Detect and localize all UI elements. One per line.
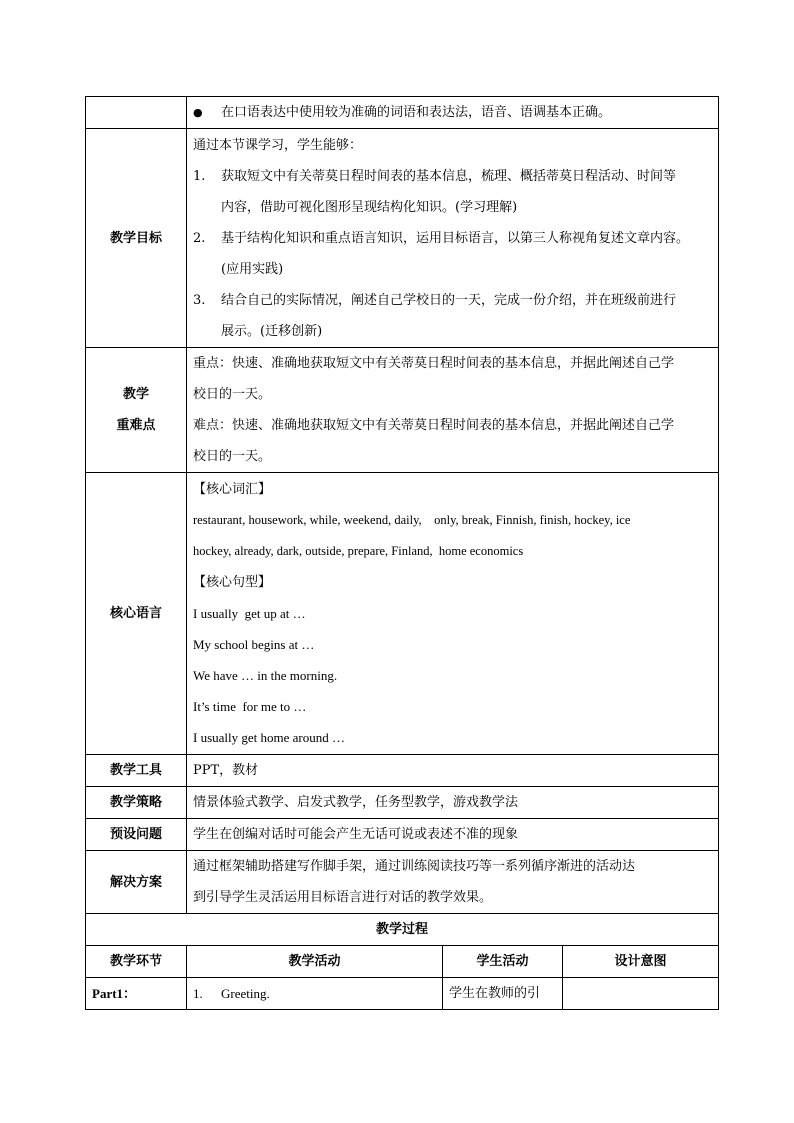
activity-text: Greeting. bbox=[221, 986, 270, 1001]
problems-text: 学生在创编对话时可能会产生无话可说或表述不准的现象 bbox=[193, 827, 519, 842]
strategy-label: 教学策略 bbox=[86, 787, 187, 819]
objective-text: 基于结构化知识和重点语言知识，运用目标语言，以第三人称视角复述文章内容。 bbox=[221, 230, 690, 246]
row-problems bbox=[86, 819, 719, 851]
strategy-text: 情景体验式教学、启发式教学，任务型教学，游戏教学法 bbox=[193, 795, 519, 810]
bullet-text: 在口语表达中使用较为准确的词语和表达法，语音、语调基本正确。 bbox=[221, 105, 612, 120]
objective-text: 结合自己的实际情况，阐述自己学校日的一天，完成一份介绍，并在班级前进行 bbox=[221, 292, 677, 308]
core-language-label: 核心语言 bbox=[86, 473, 187, 755]
objective-item bbox=[193, 285, 712, 316]
header-stage: 教学环节 bbox=[86, 946, 187, 978]
pattern-title: 【核心句型】 bbox=[193, 575, 272, 590]
objective-text-cont: 展示。(迁移创新) bbox=[221, 323, 323, 339]
row-bullet bbox=[86, 97, 719, 129]
vocab-line: restaurant, housework, while, weekend, daily, only, break, Finnish, finish, hockey, ice bbox=[193, 513, 631, 527]
objective-number: 1. bbox=[193, 168, 206, 184]
process-title: 教学过程 bbox=[86, 914, 719, 946]
vocab-line: hockey, already, dark, outside, prepare, Finland, home economics bbox=[193, 544, 524, 558]
objective-item bbox=[193, 223, 712, 254]
objective-text-cont: (应用实践) bbox=[221, 261, 284, 277]
stage-cell: Part1： bbox=[86, 978, 187, 1010]
objectives-label: 教学目标 bbox=[86, 129, 187, 348]
row-core-language bbox=[86, 473, 719, 755]
objective-number: 2. bbox=[193, 230, 206, 246]
objective-number: 3. bbox=[193, 292, 206, 308]
intent-cell bbox=[563, 978, 719, 1010]
key-points-label-2: 重难点 bbox=[116, 418, 156, 433]
objective-text: 获取短文中有关蒂莫日程时间表的基本信息，梳理、概括蒂莫日程活动、时间等 bbox=[221, 168, 677, 184]
student-cell: 学生在教师的引 bbox=[443, 978, 563, 1010]
key-point-line: 校日的一天。 bbox=[193, 449, 272, 464]
objective-text-cont: 内容，借助可视化图形呈现结构化知识。(学习理解) bbox=[221, 199, 518, 215]
key-points-label-1: 教学 bbox=[122, 387, 149, 402]
pattern-line: My school begins at … bbox=[193, 637, 315, 652]
row-process-title bbox=[86, 914, 719, 946]
row-strategy bbox=[86, 787, 719, 819]
header-student: 学生活动 bbox=[443, 946, 563, 978]
row-key-points bbox=[86, 348, 719, 473]
tools-label: 教学工具 bbox=[86, 755, 187, 787]
problems-label: 预设问题 bbox=[86, 819, 187, 851]
pattern-line: I usually get up at … bbox=[193, 606, 306, 621]
key-point-line: 重点：快速、准确地获取短文中有关蒂莫日程时间表的基本信息，并据此阐述自己学 bbox=[193, 356, 675, 371]
header-intent: 设计意图 bbox=[563, 946, 719, 978]
header-activity: 教学活动 bbox=[187, 946, 443, 978]
solutions-text: 通过框架辅助搭建写作脚手架，通过训练阅读技巧等一系列循序渐进的活动达 bbox=[193, 859, 636, 874]
bullet-icon: ● bbox=[193, 106, 203, 119]
key-point-line: 难点：快速、准确地获取短文中有关蒂莫日程时间表的基本信息，并据此阐述自己学 bbox=[193, 418, 675, 433]
solutions-text-cont: 到引导学生灵活运用目标语言进行对话的教学效果。 bbox=[193, 890, 493, 905]
lesson-plan-table bbox=[85, 96, 719, 1010]
row-solutions bbox=[86, 851, 719, 914]
vocab-title: 【核心词汇】 bbox=[193, 482, 272, 497]
row-bullet-label bbox=[86, 97, 187, 129]
objective-item bbox=[193, 161, 712, 192]
pattern-line: We have … in the morning. bbox=[193, 668, 338, 683]
pattern-line: I usually get home around … bbox=[193, 730, 345, 745]
activity-number: 1. bbox=[193, 986, 203, 1001]
tools-text: PPT，教材 bbox=[193, 763, 259, 778]
solutions-label: 解决方案 bbox=[86, 851, 187, 914]
objectives-intro: 通过本节课学习，学生能够： bbox=[193, 137, 363, 153]
row-process-part1 bbox=[86, 978, 719, 1010]
row-tools bbox=[86, 755, 719, 787]
row-objectives bbox=[86, 129, 719, 348]
key-point-line: 校日的一天。 bbox=[193, 387, 272, 402]
row-process-headers bbox=[86, 946, 719, 978]
pattern-line: It’s time for me to … bbox=[193, 699, 307, 714]
